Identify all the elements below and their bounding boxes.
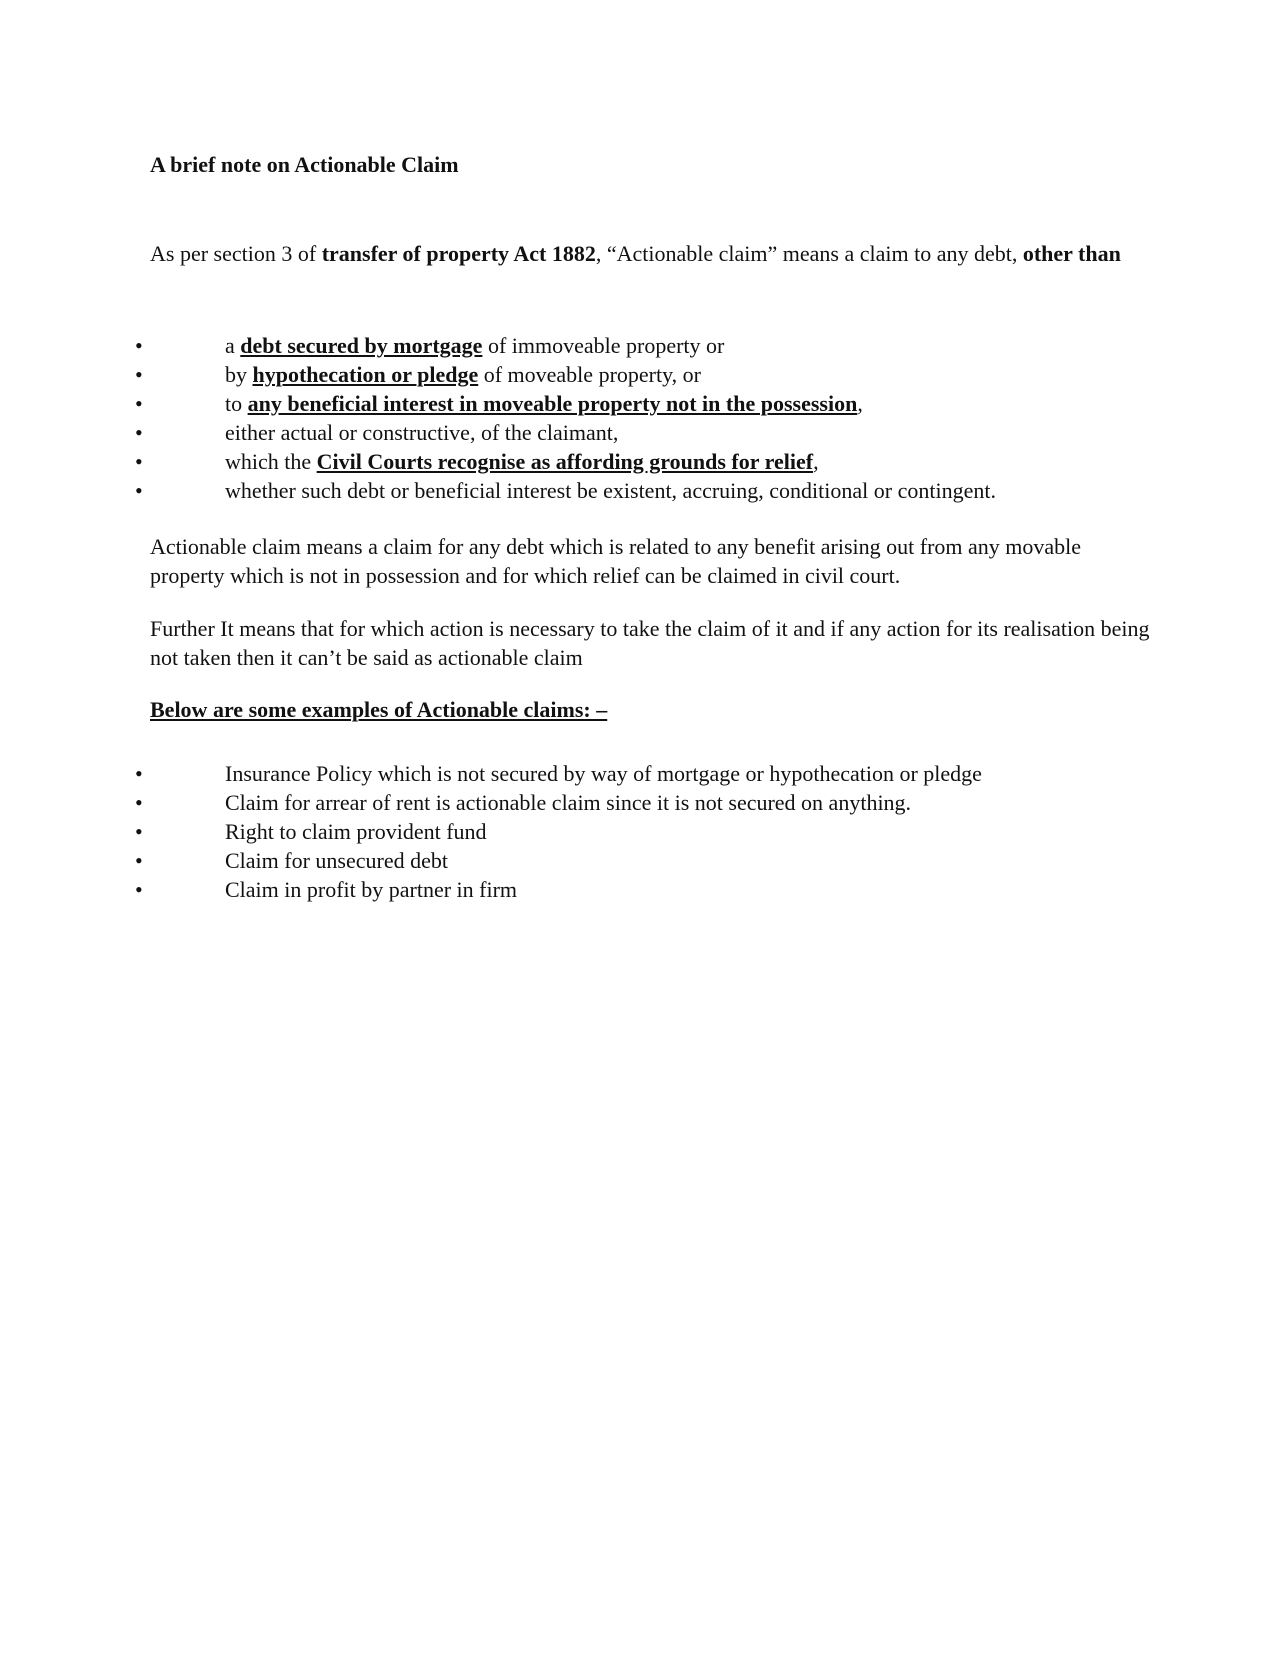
list-item — [0, 817, 1280, 846]
item-emphasis: any beneficial interest in moveable property not in the possession — [247, 391, 858, 416]
bullet-icon: • — [135, 761, 143, 786]
list-item — [0, 389, 1280, 418]
exceptions-list — [0, 331, 1280, 505]
item-pre: to — [225, 391, 248, 416]
further-paragraph: Further It means that for which action is necessary to take the claim of it and if any action for its realisation being not taken then it can’t be said as actionable claim — [150, 616, 1150, 670]
intro-prefix: As per section 3 of — [150, 241, 322, 266]
document-title: A brief note on Actionable Claim — [150, 152, 459, 177]
intro-paragraph — [150, 239, 1150, 268]
item-emphasis: hypothecation or pledge — [252, 362, 479, 387]
bullet-icon: • — [135, 449, 143, 474]
bullet-icon: • — [135, 391, 143, 416]
example-text: Claim in profit by partner in firm — [225, 877, 518, 902]
item-pre: whether such debt or beneficial interest be existent, accruing, conditional or contingent. — [225, 478, 996, 503]
bullet-icon: • — [135, 333, 143, 358]
item-pre: which the — [225, 449, 317, 474]
list-item — [0, 331, 1280, 360]
example-text: Right to claim provident fund — [225, 819, 487, 844]
item-post: , — [813, 449, 819, 474]
other-than-text: other than — [1022, 241, 1121, 266]
item-pre: either actual or constructive, of the claimant, — [225, 420, 619, 445]
example-text: Insurance Policy which is not secured by way of mortgage or hypothecation or pledge — [225, 761, 982, 786]
bullet-icon: • — [135, 478, 143, 503]
list-item — [0, 846, 1280, 875]
list-item — [0, 447, 1280, 476]
list-item — [0, 418, 1280, 447]
bullet-icon: • — [135, 848, 143, 873]
list-item — [0, 476, 1280, 505]
bullet-icon: • — [135, 362, 143, 387]
item-post: of immoveable property or — [482, 333, 725, 358]
item-post: of moveable property, or — [478, 362, 701, 387]
item-pre: a — [225, 333, 241, 358]
item-pre: by — [225, 362, 253, 387]
list-item — [0, 759, 1280, 788]
intro-middle: , “Actionable claim” means a claim to any debt, — [595, 241, 1023, 266]
example-text: Claim for arrear of rent is actionable claim since it is not secured on anything. — [225, 790, 912, 815]
bullet-icon: • — [135, 790, 143, 815]
examples-heading: Below are some examples of Actionable claims: – — [150, 697, 608, 722]
definition-paragraph: Actionable claim means a claim for any debt which is related to any benefit arising out from any movable property which is not in possession and for which relief can be claimed in civil court. — [150, 534, 1082, 588]
bullet-icon: • — [135, 420, 143, 445]
item-emphasis: Civil Courts recognise as affording grounds for relief — [316, 449, 814, 474]
item-post: , — [857, 391, 863, 416]
bullet-icon: • — [135, 877, 143, 902]
item-emphasis: debt secured by mortgage — [240, 333, 483, 358]
example-text: Claim for unsecured debt — [225, 848, 448, 873]
list-item — [0, 788, 1280, 817]
examples-list — [0, 759, 1280, 904]
act-name: transfer of property Act 1882 — [321, 241, 596, 266]
list-item — [0, 875, 1280, 904]
list-item — [0, 360, 1280, 389]
bullet-icon: • — [135, 819, 143, 844]
